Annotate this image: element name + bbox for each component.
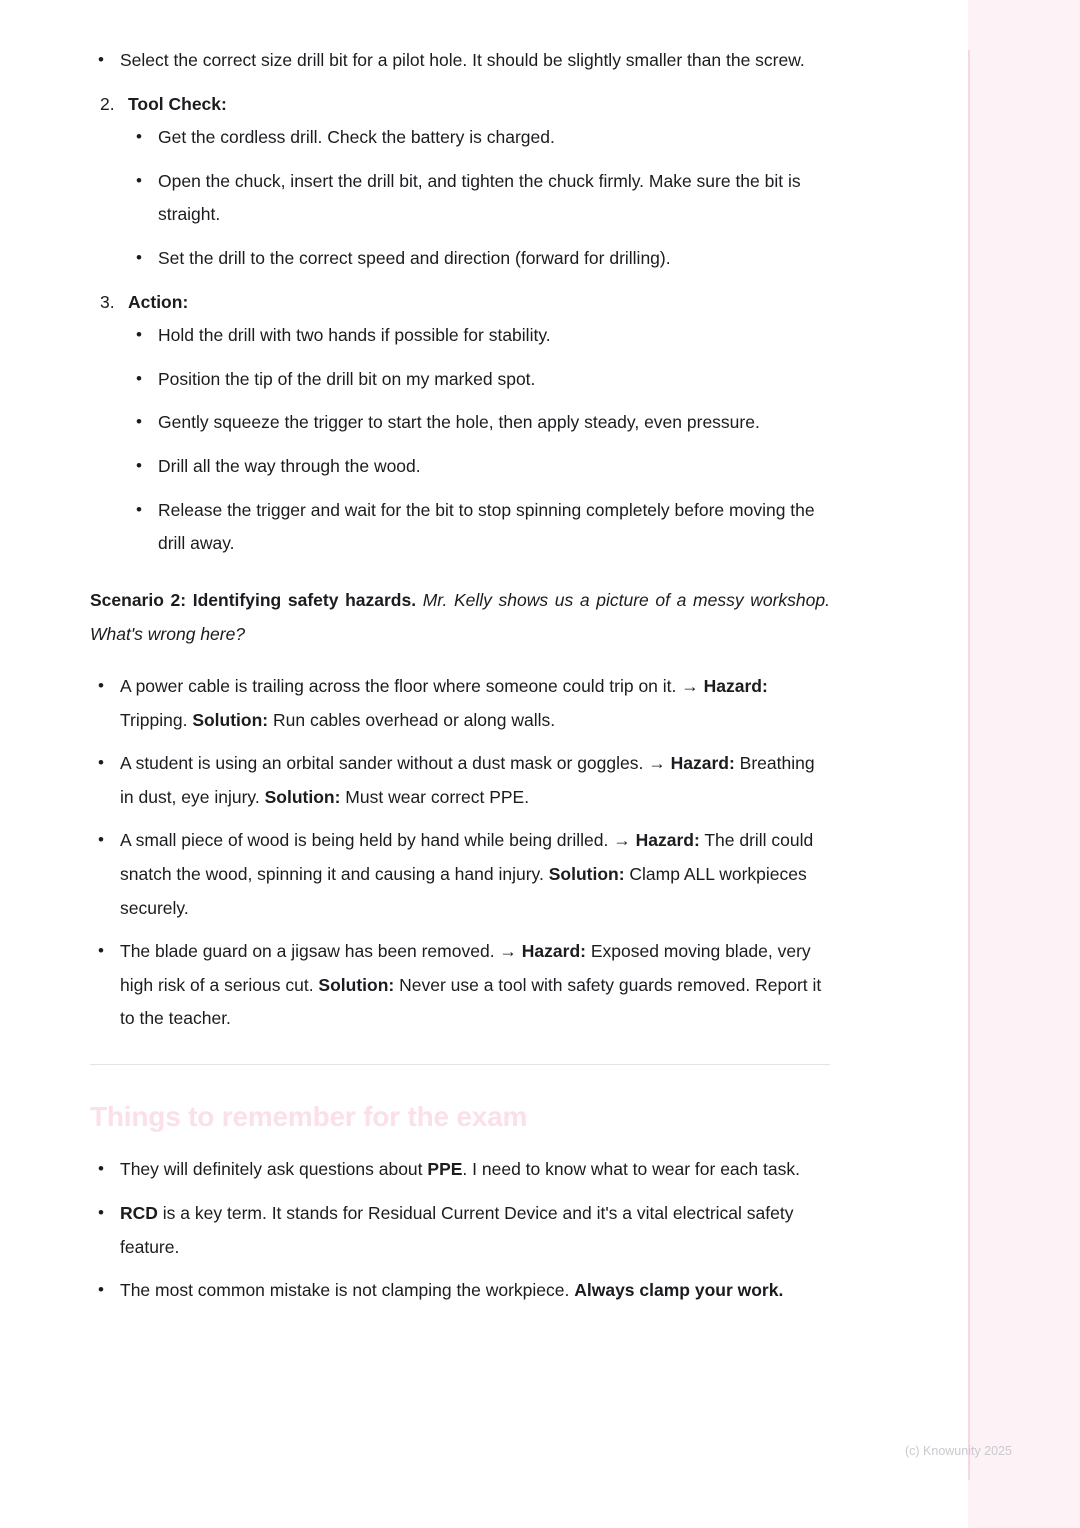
scenario-label: Scenario 2: Identifying safety hazards. [90, 589, 417, 610]
solution-detail: Must wear correct PPE. [340, 786, 530, 807]
solution-label: Solution: [264, 786, 341, 807]
section-title: Tool Check: [128, 93, 227, 114]
bullet-text: Get the cordless drill. Check the battery is charged. [158, 127, 555, 148]
point-prefix: They will definitely ask questions about [120, 1159, 428, 1180]
solution-detail: Never use a tool with safety guards removed. Report it to the teacher. [120, 974, 822, 1029]
list-item [128, 165, 830, 232]
hazard-label: Hazard: [635, 830, 700, 851]
hazard-label: Hazard: [670, 753, 735, 774]
list-item [128, 450, 830, 484]
section-action [90, 286, 830, 561]
solution-detail: Run cables overhead or along walls. [268, 709, 556, 730]
section-tool-check [90, 88, 830, 276]
section-divider [90, 1064, 830, 1065]
list-item [90, 824, 830, 925]
list-item [90, 1274, 830, 1308]
list-item [128, 363, 830, 397]
list-item [90, 1197, 830, 1264]
section-number: 3. [100, 291, 115, 312]
page-side-band [968, 0, 1080, 1528]
numbered-section-list [90, 88, 830, 561]
page-side-rule [968, 50, 970, 1480]
list-item [90, 935, 830, 1036]
exam-heading: Things to remember for the exam [90, 1100, 528, 1132]
list-item [128, 494, 830, 561]
bullet-text: Open the chuck, insert the drill bit, and tighten the chuck firmly. Make sure the bit is straight. [158, 170, 801, 225]
point-emphasis: Always clamp your work. [574, 1280, 784, 1301]
list-item [128, 242, 830, 276]
bullet-text: Set the drill to the correct speed and direction (forward for drilling). [158, 247, 671, 268]
scenario-paragraph [90, 583, 830, 652]
hazard-detail: The drill could snatch the wood, spinning it and causing a hand injury. [120, 830, 814, 884]
section-bullet-list [128, 319, 830, 561]
section-bullet-list [128, 121, 830, 275]
point-prefix: The most common mistake is not clamping the workpiece. [120, 1280, 575, 1301]
list-item [90, 44, 830, 78]
scenario-prompt: Mr. Kelly shows us a picture of a messy workshop. What's wrong here? [90, 589, 830, 645]
solution-label: Solution: [318, 974, 395, 995]
hazard-detail: Tripping. [120, 709, 193, 730]
bullet-text: Gently squeeze the trigger to start the hole, then apply steady, even pressure. [158, 412, 760, 433]
exam-points-list [90, 1153, 830, 1307]
bullet-text: Hold the drill with two hands if possible for stability. [158, 325, 551, 346]
section-number: 2. [100, 93, 115, 114]
copyright-footer: (c) Knowunity 2025 [904, 1444, 1012, 1458]
document-content [90, 44, 830, 1318]
hazard-list [90, 670, 830, 1036]
section-title: Action: [128, 291, 189, 312]
point-emphasis: PPE [427, 1159, 463, 1180]
point-emphasis: RCD [120, 1202, 158, 1223]
point-suffix: is a key term. It stands for Residual Current Device and it's a vital electrical safety feature. [120, 1202, 794, 1257]
list-item [128, 406, 830, 440]
solution-detail: Clamp ALL workpieces securely. [120, 863, 807, 918]
bullet-text: Position the tip of the drill bit on my marked spot. [158, 368, 536, 389]
top-bullet-list [90, 44, 830, 78]
bullet-text: Release the trigger and wait for the bit to stop spinning completely before moving the drill away. [158, 499, 815, 554]
bullet-text: Drill all the way through the wood. [158, 455, 421, 476]
hazard-detail: Breathing in dust, eye injury. [120, 753, 815, 807]
list-item [128, 121, 830, 155]
solution-label: Solution: [548, 863, 625, 884]
hazard-label: Hazard: [521, 941, 586, 962]
bullet-text: Select the correct size drill bit for a pilot hole. It should be slightly smaller than the screw. [120, 50, 805, 70]
list-item [128, 319, 830, 353]
solution-label: Solution: [192, 709, 269, 730]
hazard-statement: A power cable is trailing across the floor where someone could trip on it. → [120, 676, 704, 696]
list-item [90, 747, 830, 814]
hazard-detail: Exposed moving blade, very high risk of a serious cut. [120, 941, 811, 995]
hazard-statement: A student is using an orbital sander without a dust mask or goggles. → [120, 753, 671, 774]
list-item [90, 670, 830, 737]
hazard-label: Hazard: [703, 676, 768, 696]
point-suffix: . I need to know what to wear for each task. [462, 1159, 800, 1180]
hazard-statement: The blade guard on a jigsaw has been removed. → [120, 941, 522, 962]
hazard-statement: A small piece of wood is being held by hand while being drilled. → [120, 830, 636, 851]
list-item [90, 1153, 830, 1187]
